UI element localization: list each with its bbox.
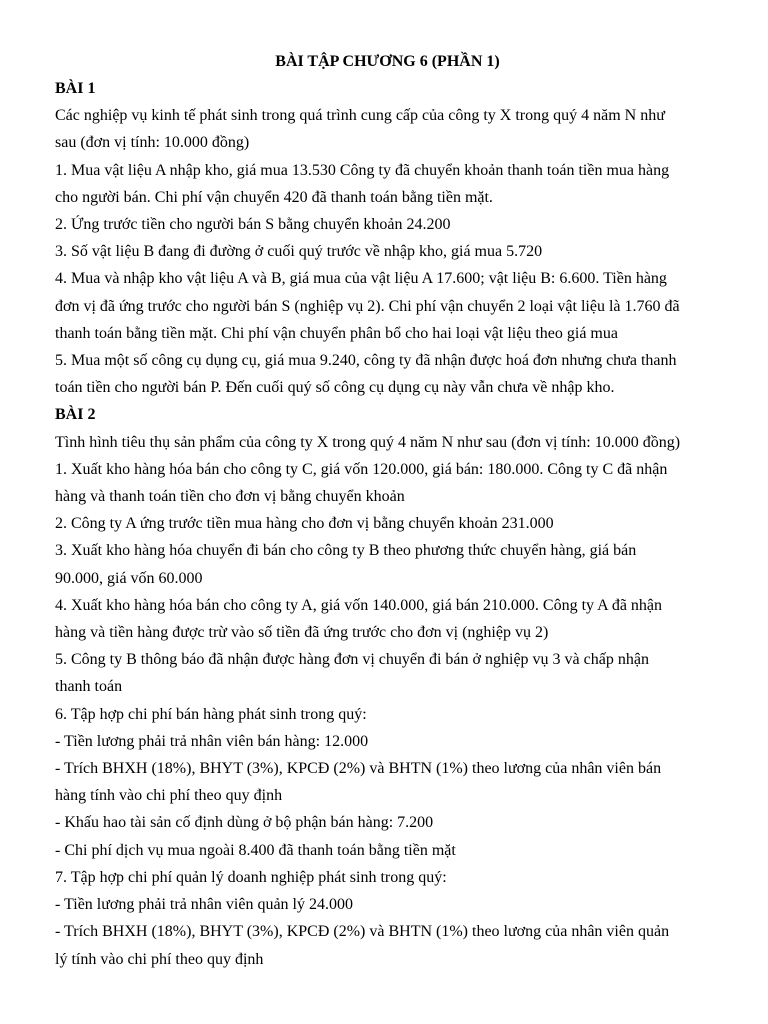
text-line: 5. Mua một số công cụ dụng cụ, giá mua 9.240, công ty đã nhận được hoá đơn nhưng chưa thanh [55, 352, 677, 370]
text-line: - Trích BHXH (18%), BHYT (3%), KPCĐ (2%) và BHTN (1%) theo lương của nhân viên bán [55, 760, 662, 778]
text-line: - Trích BHXH (18%), BHYT (3%), KPCĐ (2%) và BHTN (1%) theo lương của nhân viên quản [55, 923, 670, 941]
text-line: 1. Mua vật liệu A nhập kho, giá mua 13.530 Công ty đã chuyển khoản thanh toán tiền mua hàng [55, 161, 670, 179]
text-line: 6. Tập hợp chi phí bán hàng phát sinh trong quý: [55, 705, 367, 723]
text-line: hàng tính vào chi phí theo quy định [55, 787, 283, 805]
text-line: 4. Mua và nhập kho vật liệu A và B, giá mua của vật liệu A 17.600; vật liệu B: 6.600. Tiền hàng [55, 270, 667, 288]
text-line: 2. Ứng trước tiền cho người bán S bằng chuyển khoản 24.200 [55, 216, 451, 234]
text-line: 2. Công ty A ứng trước tiền mua hàng cho đơn vị bằng chuyển khoản 231.000 [55, 515, 554, 533]
document-body [55, 75, 720, 973]
text-line: cho người bán. Chi phí vận chuyển 420 đã thanh toán bằng tiền mặt. [55, 188, 493, 206]
text-line: Các nghiệp vụ kinh tế phát sinh trong quá trình cung cấp của công ty X trong quý 4 năm N như [55, 107, 665, 125]
text-line: toán tiền cho người bán P. Đến cuối quý số công cụ dụng cụ này vẫn chưa về nhập kho. [55, 379, 615, 397]
text-line: thanh toán [55, 678, 123, 696]
document-title: BÀI TẬP CHƯƠNG 6 (PHẦN 1) [275, 53, 500, 70]
text-line: - Tiền lương phải trả nhân viên bán hàng: 12.000 [55, 732, 369, 750]
section-heading: BÀI 1 [55, 80, 96, 97]
text-line: thanh toán bằng tiền mặt. Chi phí vận chuyển phân bổ cho hai loại vật liệu theo giá mua [55, 324, 618, 342]
text-line: 7. Tập hợp chi phí quản lý doanh nghiệp phát sinh trong quý: [55, 868, 447, 886]
text-line: - Tiền lương phải trả nhân viên quản lý 24.000 [55, 896, 353, 914]
text-line: Tình hình tiêu thụ sản phẩm của công ty X trong quý 4 năm N như sau (đơn vị tính: 10.000 đồng) [55, 433, 681, 451]
text-line: - Khấu hao tài sản cố định dùng ở bộ phận bán hàng: 7.200 [55, 814, 434, 832]
text-line: 3. Số vật liệu B đang đi đường ở cuối quý trước về nhập kho, giá mua 5.720 [55, 243, 543, 261]
text-line: 5. Công ty B thông báo đã nhận được hàng đơn vị chuyển đi bán ở nghiệp vụ 3 và chấp nhận [55, 651, 649, 669]
text-line: 90.000, giá vốn 60.000 [55, 569, 203, 587]
text-line: 4. Xuất kho hàng hóa bán cho công ty A, giá vốn 140.000, giá bán 210.000. Công ty A đã nhận [55, 596, 663, 614]
text-line: 3. Xuất kho hàng hóa chuyển đi bán cho công ty B theo phương thức chuyển hàng, giá bán [55, 542, 637, 560]
text-line: đơn vị đã ứng trước cho người bán S (nghiệp vụ 2). Chi phí vận chuyển 2 loại vật liệu là 1.760 đã [55, 297, 680, 315]
text-line: hàng và thanh toán tiền cho đơn vị bằng chuyển khoản [55, 488, 405, 506]
text-line: lý tính vào chi phí theo quy định [55, 950, 264, 968]
text-line: 1. Xuất kho hàng hóa bán cho công ty C, giá vốn 120.000, giá bán: 180.000. Công ty C đã nhận [55, 460, 668, 478]
text-line: hàng và tiền hàng được trừ vào số tiền đã ứng trước cho đơn vị (nghiệp vụ 2) [55, 624, 549, 642]
text-line: - Chi phí dịch vụ mua ngoài 8.400 đã thanh toán bằng tiền mặt [55, 841, 456, 859]
section-heading: BÀI 2 [55, 406, 96, 424]
text-line: sau (đơn vị tính: 10.000 đồng) [55, 134, 250, 152]
